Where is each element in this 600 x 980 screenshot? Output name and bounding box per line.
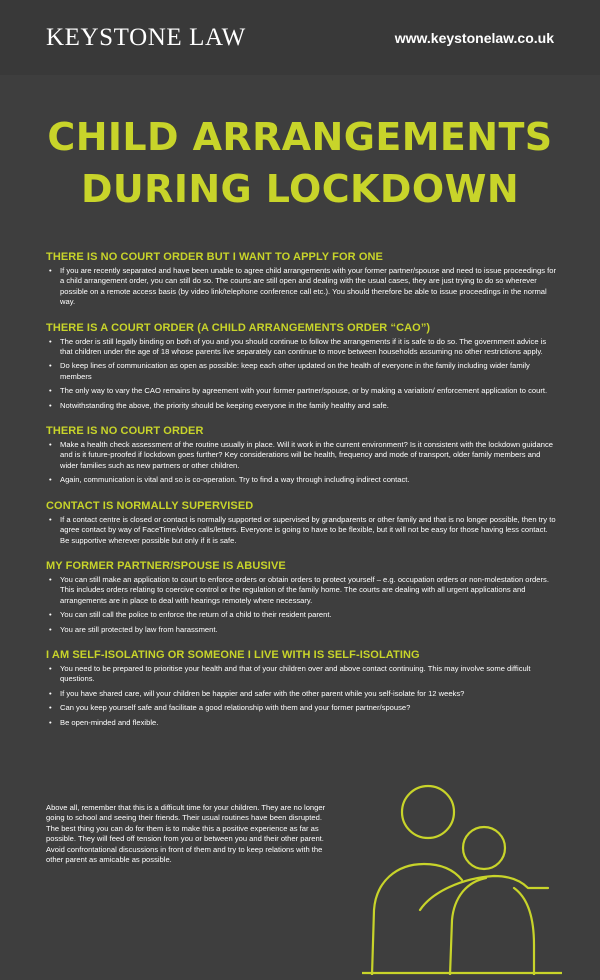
- section-no-order-apply: [46, 251, 556, 308]
- bullet-item: • The only way to vary the CAO remains by agreement with your former partner/spouse, or by making a variation/ enforcement application to court.: [46, 386, 556, 396]
- section-heading: THERE IS NO COURT ORDER BUT I WANT TO APPLY FOR ONE: [46, 251, 383, 263]
- bullet-list: [46, 337, 556, 411]
- bullet-item: • You can still call the police to enforce the return of a child to their resident parent.: [46, 610, 556, 620]
- page-title: [0, 111, 600, 215]
- bullet-item: • Do keep lines of communication as open as possible: keep each other updated on the health of everyone in the family including wider family members: [46, 361, 556, 382]
- closing-paragraph: Above all, remember that this is a difficult time for your children. They are no longer going to school and seeing their friends. Their usual routines have been disrupted. The best thing you can do for them is to make this a positive experience as far as possible. They will feed off tension from you or between you and their other parent. Avoid confrontational discussions in front of them and try to keep relations with the other parent as amicable as possible.: [46, 803, 326, 865]
- title-line-1: CHILD ARRANGEMENTS: [47, 115, 553, 159]
- parent-child-icon: [362, 770, 562, 975]
- content-sections: [46, 251, 556, 742]
- bullet-item: • Make a health check assessment of the routine usually in place. Will it work in the current environment? Is it consistent with the lockdown guidance and is it future-proofed if lockdown goes further? Key considerations will be health, frequency and mode of transport, older family members and wider families such as new partners or other children.: [46, 440, 556, 471]
- website-url[interactable]: www.keystonelaw.co.uk: [394, 30, 554, 46]
- bullet-list: [46, 664, 556, 728]
- bullet-item: • You can still make an application to court to enforce orders or obtain orders to protect yourself – e.g. occupation orders or non-molestation orders. This includes orders relating to coercive control or the regulation of the family home. The courts are dealing with all urgent applications and arrangements are in place to deal with hearings remotely where necessary.: [46, 575, 556, 606]
- section-heading: THERE IS A COURT ORDER (A CHILD ARRANGEMENTS ORDER “CAO”): [46, 321, 431, 334]
- bullet-list: [46, 440, 556, 486]
- title-line-2: DURING LOCKDOWN: [80, 167, 520, 211]
- section-heading: THERE IS NO COURT ORDER: [46, 425, 204, 438]
- section-abusive-partner: [46, 560, 556, 635]
- section-heading: MY FORMER PARTNER/SPOUSE IS ABUSIVE: [46, 559, 286, 572]
- bullet-list: [46, 266, 556, 308]
- bullet-item: • Can you keep yourself safe and facilitate a good relationship with them and your former partner/spouse?: [46, 703, 556, 713]
- section-heading: I AM SELF-ISOLATING OR SOMEONE I LIVE WITH IS SELF-ISOLATING: [46, 648, 420, 661]
- bullet-item: • If a contact centre is closed or contact is normally supported or supervised by grandparents or other family and that is no longer possible, then try to agree contact by way of FaceTime/video calls/letters. Everyone is going to have to be flexible, but it will not be easy for those having less contact. Be supportive wherever possible but only if it is safe.: [46, 515, 556, 546]
- bullet-item: • If you are recently separated and have been unable to agree child arrangements with your former partner/spouse and need to issue proceedings for a child arrangement order, you can still do so. The courts are still open and dealing with the usual cases, they are just trying to do so wherever possible on a remote access basis (by video link/telephone conference call etc.). You should therefore be able to issue proceedings in the normal way.: [46, 266, 556, 308]
- section-court-order-cao: [46, 322, 556, 411]
- header-bar: [0, 0, 600, 75]
- section-heading: CONTACT IS NORMALLY SUPERVISED: [46, 499, 254, 512]
- bullet-list: [46, 515, 556, 546]
- bullet-item: • Notwithstanding the above, the priority should be keeping everyone in the family healthy and safe.: [46, 401, 556, 411]
- bullet-list: [46, 575, 556, 635]
- bullet-item: • If you have shared care, will your children be happier and safer with the other parent while you self-isolate for 12 weeks?: [46, 689, 556, 699]
- section-contact-supervised: [46, 500, 556, 546]
- bullet-item: • Again, communication is vital and so is co-operation. Try to find a way through including indirect contact.: [46, 475, 556, 485]
- keystone-law-logo: KEYSTONE LAW: [46, 24, 246, 51]
- section-no-court-order: [46, 425, 556, 486]
- bullet-item: • You need to be prepared to prioritise your health and that of your children over and above contact continuing. This may involve some difficult questions.: [46, 664, 556, 685]
- section-self-isolating: [46, 649, 556, 728]
- bullet-item: • You are still protected by law from harassment.: [46, 625, 556, 635]
- bullet-item: • The order is still legally binding on both of you and you should continue to follow the arrangements if it is safe to do so. The government advice is that children under the age of 18 whose parents live separately can continue to move between households assuming no other restrictions apply.: [46, 337, 556, 358]
- bullet-item: • Be open-minded and flexible.: [46, 718, 556, 728]
